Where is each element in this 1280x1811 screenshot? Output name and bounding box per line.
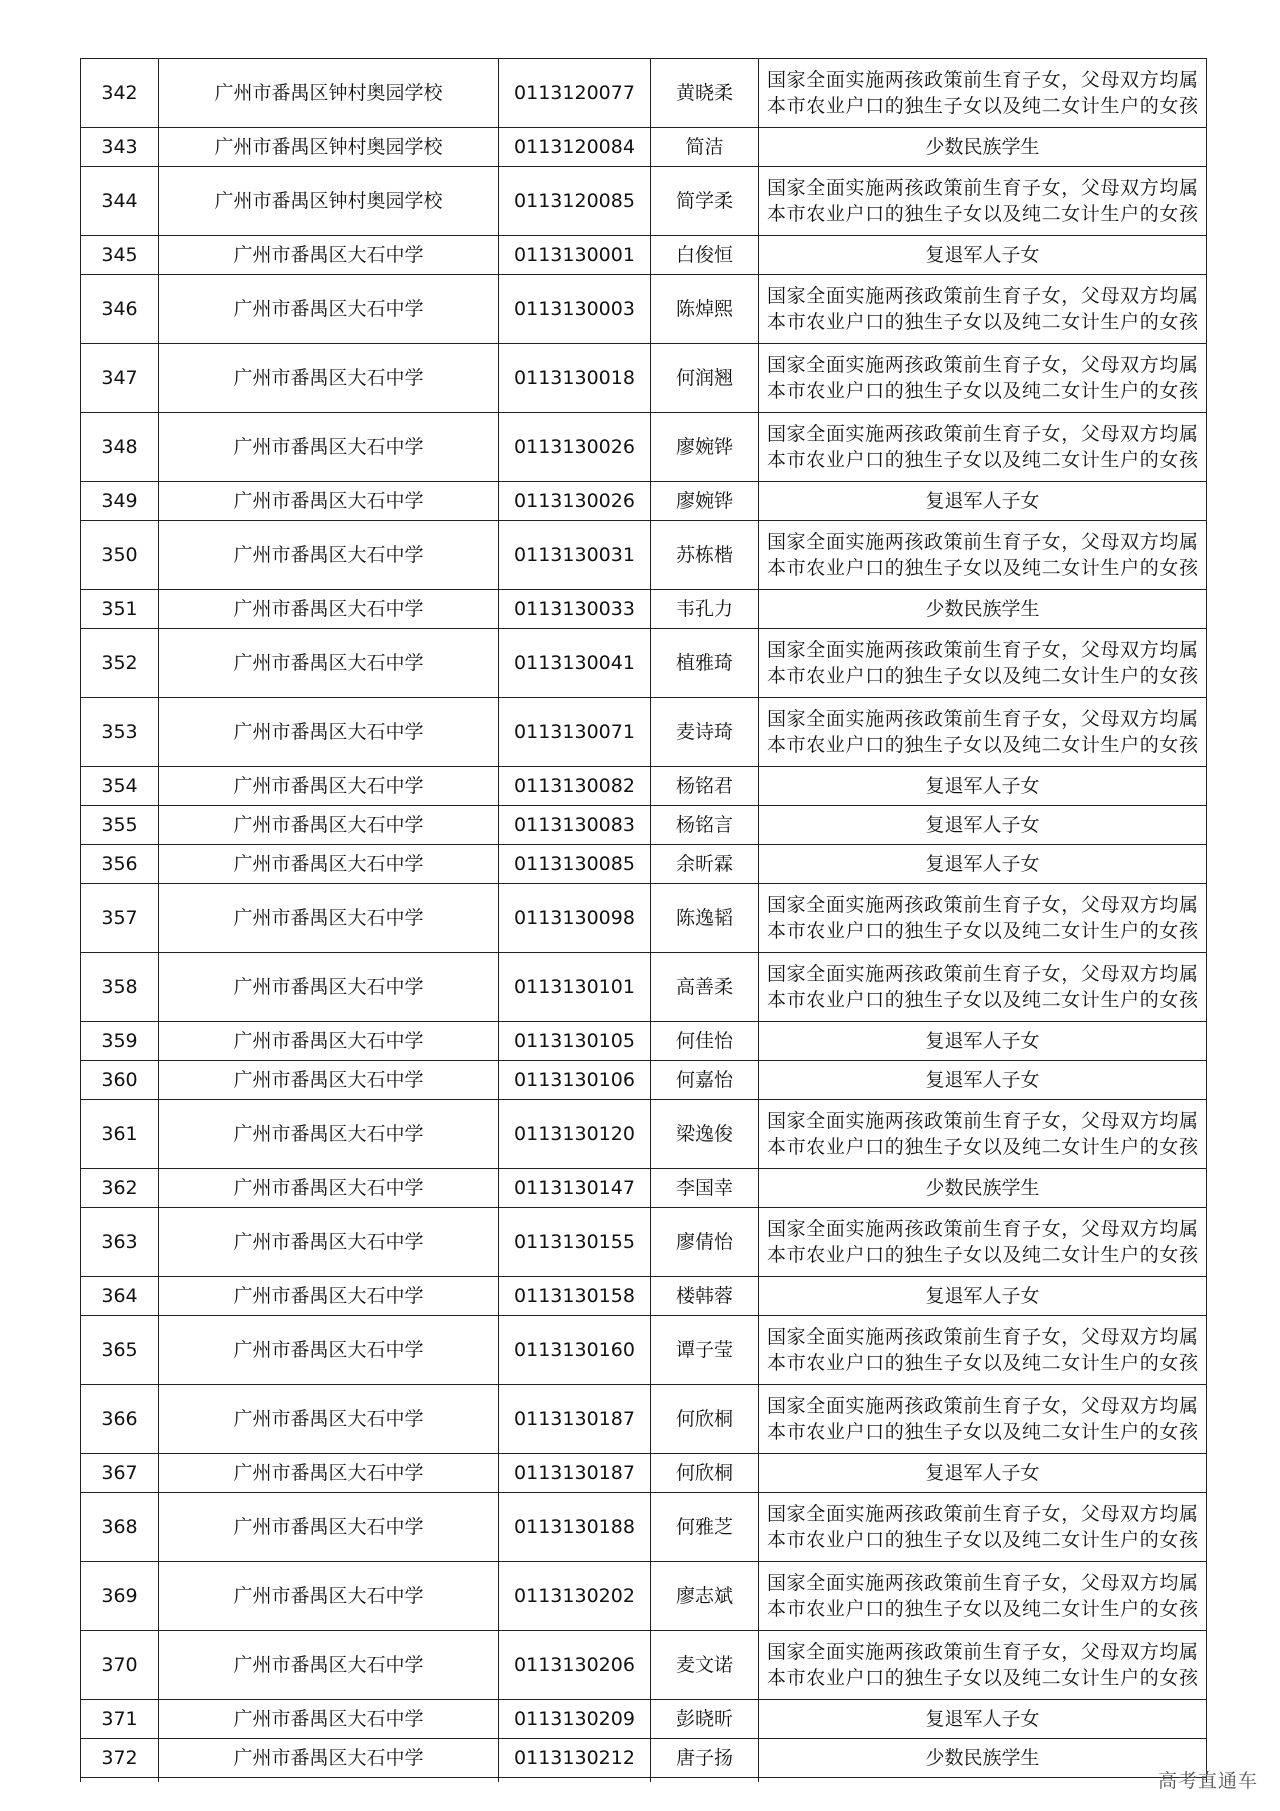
student-name: 李国幸 [651,1169,759,1208]
policy-category: 国家全面实施两孩政策前生育子女，父母双方均属本市农业户口的独生子女以及纯二女计生户的女孩 [759,275,1207,344]
continuation-cell [159,1778,499,1783]
row-number: 369 [81,1562,159,1631]
row-number: 355 [81,806,159,845]
student-id: 0113130085 [499,845,651,884]
student-name: 白俊恒 [651,236,759,275]
table-row [81,1100,1207,1169]
continuation-cell [651,1778,759,1783]
row-number: 354 [81,767,159,806]
policy-category: 复退军人子女 [759,1277,1207,1316]
table-row [81,1277,1207,1316]
student-id: 0113130071 [499,698,651,767]
school-name: 广州市番禺区大石中学 [159,413,499,482]
table-row [81,698,1207,767]
student-name: 何润翘 [651,344,759,413]
student-name: 唐子扬 [651,1739,759,1778]
student-id: 0113130033 [499,590,651,629]
row-number: 348 [81,413,159,482]
row-number: 361 [81,1100,159,1169]
student-id: 0113130098 [499,884,651,953]
policy-category: 国家全面实施两孩政策前生育子女，父母双方均属本市农业户口的独生子女以及纯二女计生户的女孩 [759,413,1207,482]
student-name: 余昕霖 [651,845,759,884]
school-name: 广州市番禺区钟村奥园学校 [159,167,499,236]
school-name: 广州市番禺区大石中学 [159,806,499,845]
table-row [81,884,1207,953]
school-name: 广州市番禺区大石中学 [159,236,499,275]
row-number: 372 [81,1739,159,1778]
school-name: 广州市番禺区大石中学 [159,629,499,698]
table-row [81,1562,1207,1631]
table-row [81,167,1207,236]
policy-category: 国家全面实施两孩政策前生育子女，父母双方均属本市农业户口的独生子女以及纯二女计生户的女孩 [759,167,1207,236]
school-name: 广州市番禺区大石中学 [159,1493,499,1562]
table-row [81,344,1207,413]
policy-category: 复退军人子女 [759,1700,1207,1739]
student-id: 0113130101 [499,953,651,1022]
table-row [81,629,1207,698]
row-number: 362 [81,1169,159,1208]
row-number: 370 [81,1631,159,1700]
table-row [81,236,1207,275]
row-number: 349 [81,482,159,521]
table-row [81,1385,1207,1454]
school-name: 广州市番禺区大石中学 [159,1208,499,1277]
roster-sheet [80,58,1206,1782]
school-name: 广州市番禺区大石中学 [159,1100,499,1169]
school-name: 广州市番禺区钟村奥园学校 [159,59,499,128]
student-name: 彭晓昕 [651,1700,759,1739]
policy-category: 少数民族学生 [759,1739,1207,1778]
policy-category: 复退军人子女 [759,482,1207,521]
student-name: 何嘉怡 [651,1061,759,1100]
table-row [81,59,1207,128]
policy-category: 复退军人子女 [759,236,1207,275]
policy-category: 复退军人子女 [759,806,1207,845]
table-row [81,1739,1207,1778]
policy-category: 复退军人子女 [759,845,1207,884]
table-row [81,767,1207,806]
continuation-cell [759,1778,1207,1783]
student-table [80,58,1207,1782]
student-id: 0113130202 [499,1562,651,1631]
policy-category: 国家全面实施两孩政策前生育子女，父母双方均属本市农业户口的独生子女以及纯二女计生户的女孩 [759,953,1207,1022]
continuation-cell [81,1778,159,1783]
student-name: 何佳怡 [651,1022,759,1061]
school-name: 广州市番禺区大石中学 [159,1700,499,1739]
student-id: 0113120085 [499,167,651,236]
table-row [81,590,1207,629]
table-row [81,482,1207,521]
row-number: 344 [81,167,159,236]
table-row [81,806,1207,845]
table-row [81,1316,1207,1385]
student-id: 0113120077 [499,59,651,128]
school-name: 广州市番禺区大石中学 [159,1454,499,1493]
policy-category: 国家全面实施两孩政策前生育子女，父母双方均属本市农业户口的独生子女以及纯二女计生户的女孩 [759,521,1207,590]
row-number: 351 [81,590,159,629]
policy-category: 国家全面实施两孩政策前生育子女，父母双方均属本市农业户口的独生子女以及纯二女计生户的女孩 [759,1631,1207,1700]
table-row [81,1208,1207,1277]
policy-category: 少数民族学生 [759,590,1207,629]
policy-category: 国家全面实施两孩政策前生育子女，父母双方均属本市农业户口的独生子女以及纯二女计生户的女孩 [759,1385,1207,1454]
student-name: 谭子莹 [651,1316,759,1385]
school-name: 广州市番禺区钟村奥园学校 [159,128,499,167]
student-id: 0113130026 [499,482,651,521]
student-name: 廖倩怡 [651,1208,759,1277]
student-name: 杨铭言 [651,806,759,845]
student-id: 0113130187 [499,1385,651,1454]
policy-category: 国家全面实施两孩政策前生育子女，父母双方均属本市农业户口的独生子女以及纯二女计生户的女孩 [759,1316,1207,1385]
student-name: 苏栋楷 [651,521,759,590]
table-row [81,521,1207,590]
table-row [81,845,1207,884]
table-row [81,953,1207,1022]
school-name: 广州市番禺区大石中学 [159,482,499,521]
student-id: 0113130105 [499,1022,651,1061]
student-name: 简学柔 [651,167,759,236]
row-number: 366 [81,1385,159,1454]
student-name: 陈焯熙 [651,275,759,344]
row-number: 352 [81,629,159,698]
student-name: 廖婉铧 [651,413,759,482]
school-name: 广州市番禺区大石中学 [159,1562,499,1631]
student-name: 简洁 [651,128,759,167]
student-name: 廖婉铧 [651,482,759,521]
student-name: 麦诗琦 [651,698,759,767]
student-name: 黄晓柔 [651,59,759,128]
row-number: 358 [81,953,159,1022]
school-name: 广州市番禺区大石中学 [159,767,499,806]
student-id: 0113130082 [499,767,651,806]
row-number: 360 [81,1061,159,1100]
continuation-cell [499,1778,651,1783]
student-id: 0113130003 [499,275,651,344]
school-name: 广州市番禺区大石中学 [159,698,499,767]
student-id: 0113130212 [499,1739,651,1778]
watermark: 高考直通车 [1157,1770,1258,1792]
student-id: 0113130083 [499,806,651,845]
policy-category: 国家全面实施两孩政策前生育子女，父母双方均属本市农业户口的独生子女以及纯二女计生户的女孩 [759,1493,1207,1562]
student-id: 0113130188 [499,1493,651,1562]
school-name: 广州市番禺区大石中学 [159,1385,499,1454]
policy-category: 国家全面实施两孩政策前生育子女，父母双方均属本市农业户口的独生子女以及纯二女计生户的女孩 [759,698,1207,767]
row-number: 346 [81,275,159,344]
school-name: 广州市番禺区大石中学 [159,590,499,629]
student-id: 0113130147 [499,1169,651,1208]
student-id: 0113130206 [499,1631,651,1700]
row-number: 345 [81,236,159,275]
student-id: 0113130187 [499,1454,651,1493]
school-name: 广州市番禺区大石中学 [159,845,499,884]
student-name: 何欣桐 [651,1385,759,1454]
table-row [81,128,1207,167]
student-name: 何雅芝 [651,1493,759,1562]
table-row [81,1493,1207,1562]
row-number: 363 [81,1208,159,1277]
policy-category: 国家全面实施两孩政策前生育子女，父母双方均属本市农业户口的独生子女以及纯二女计生户的女孩 [759,884,1207,953]
table-row [81,1631,1207,1700]
row-number: 342 [81,59,159,128]
student-name: 麦文诺 [651,1631,759,1700]
school-name: 广州市番禺区大石中学 [159,1316,499,1385]
row-number: 368 [81,1493,159,1562]
table-row [81,1061,1207,1100]
student-id: 0113130018 [499,344,651,413]
student-name: 陈逸韬 [651,884,759,953]
student-name: 何欣桐 [651,1454,759,1493]
student-id: 0113130026 [499,413,651,482]
school-name: 广州市番禺区大石中学 [159,1739,499,1778]
student-name: 楼韩蓉 [651,1277,759,1316]
student-id: 0113130155 [499,1208,651,1277]
row-number: 353 [81,698,159,767]
table-continuation [81,1778,1207,1783]
student-id: 0113130031 [499,521,651,590]
student-id: 0113130209 [499,1700,651,1739]
school-name: 广州市番禺区大石中学 [159,521,499,590]
row-number: 350 [81,521,159,590]
student-id: 0113130160 [499,1316,651,1385]
table-row [81,1169,1207,1208]
student-name: 韦孔力 [651,590,759,629]
policy-category: 国家全面实施两孩政策前生育子女，父母双方均属本市农业户口的独生子女以及纯二女计生户的女孩 [759,344,1207,413]
row-number: 343 [81,128,159,167]
policy-category: 国家全面实施两孩政策前生育子女，父母双方均属本市农业户口的独生子女以及纯二女计生户的女孩 [759,1100,1207,1169]
policy-category: 少数民族学生 [759,1169,1207,1208]
school-name: 广州市番禺区大石中学 [159,275,499,344]
student-id: 0113130041 [499,629,651,698]
student-name: 高善柔 [651,953,759,1022]
school-name: 广州市番禺区大石中学 [159,344,499,413]
table-row [81,1700,1207,1739]
policy-category: 复退军人子女 [759,1454,1207,1493]
student-name: 植雅琦 [651,629,759,698]
row-number: 357 [81,884,159,953]
row-number: 347 [81,344,159,413]
school-name: 广州市番禺区大石中学 [159,1631,499,1700]
table-row [81,413,1207,482]
row-number: 364 [81,1277,159,1316]
student-id: 0113130001 [499,236,651,275]
student-name: 梁逸俊 [651,1100,759,1169]
student-id: 0113130106 [499,1061,651,1100]
table-row [81,1022,1207,1061]
student-name: 杨铭君 [651,767,759,806]
row-number: 365 [81,1316,159,1385]
policy-category: 国家全面实施两孩政策前生育子女，父母双方均属本市农业户口的独生子女以及纯二女计生户的女孩 [759,1562,1207,1631]
school-name: 广州市番禺区大石中学 [159,1277,499,1316]
policy-category: 国家全面实施两孩政策前生育子女，父母双方均属本市农业户口的独生子女以及纯二女计生户的女孩 [759,629,1207,698]
row-number: 371 [81,1700,159,1739]
policy-category: 国家全面实施两孩政策前生育子女，父母双方均属本市农业户口的独生子女以及纯二女计生户的女孩 [759,1208,1207,1277]
student-table-body [81,59,1207,1783]
school-name: 广州市番禺区大石中学 [159,1169,499,1208]
school-name: 广州市番禺区大石中学 [159,1061,499,1100]
policy-category: 复退军人子女 [759,1061,1207,1100]
table-row [81,1454,1207,1493]
student-id: 0113130158 [499,1277,651,1316]
policy-category: 国家全面实施两孩政策前生育子女，父母双方均属本市农业户口的独生子女以及纯二女计生户的女孩 [759,59,1207,128]
student-id: 0113120084 [499,128,651,167]
row-number: 359 [81,1022,159,1061]
row-number: 356 [81,845,159,884]
table-row [81,275,1207,344]
policy-category: 少数民族学生 [759,128,1207,167]
policy-category: 复退军人子女 [759,1022,1207,1061]
school-name: 广州市番禺区大石中学 [159,884,499,953]
policy-category: 复退军人子女 [759,767,1207,806]
student-name: 廖志斌 [651,1562,759,1631]
school-name: 广州市番禺区大石中学 [159,1022,499,1061]
school-name: 广州市番禺区大石中学 [159,953,499,1022]
row-number: 367 [81,1454,159,1493]
student-id: 0113130120 [499,1100,651,1169]
